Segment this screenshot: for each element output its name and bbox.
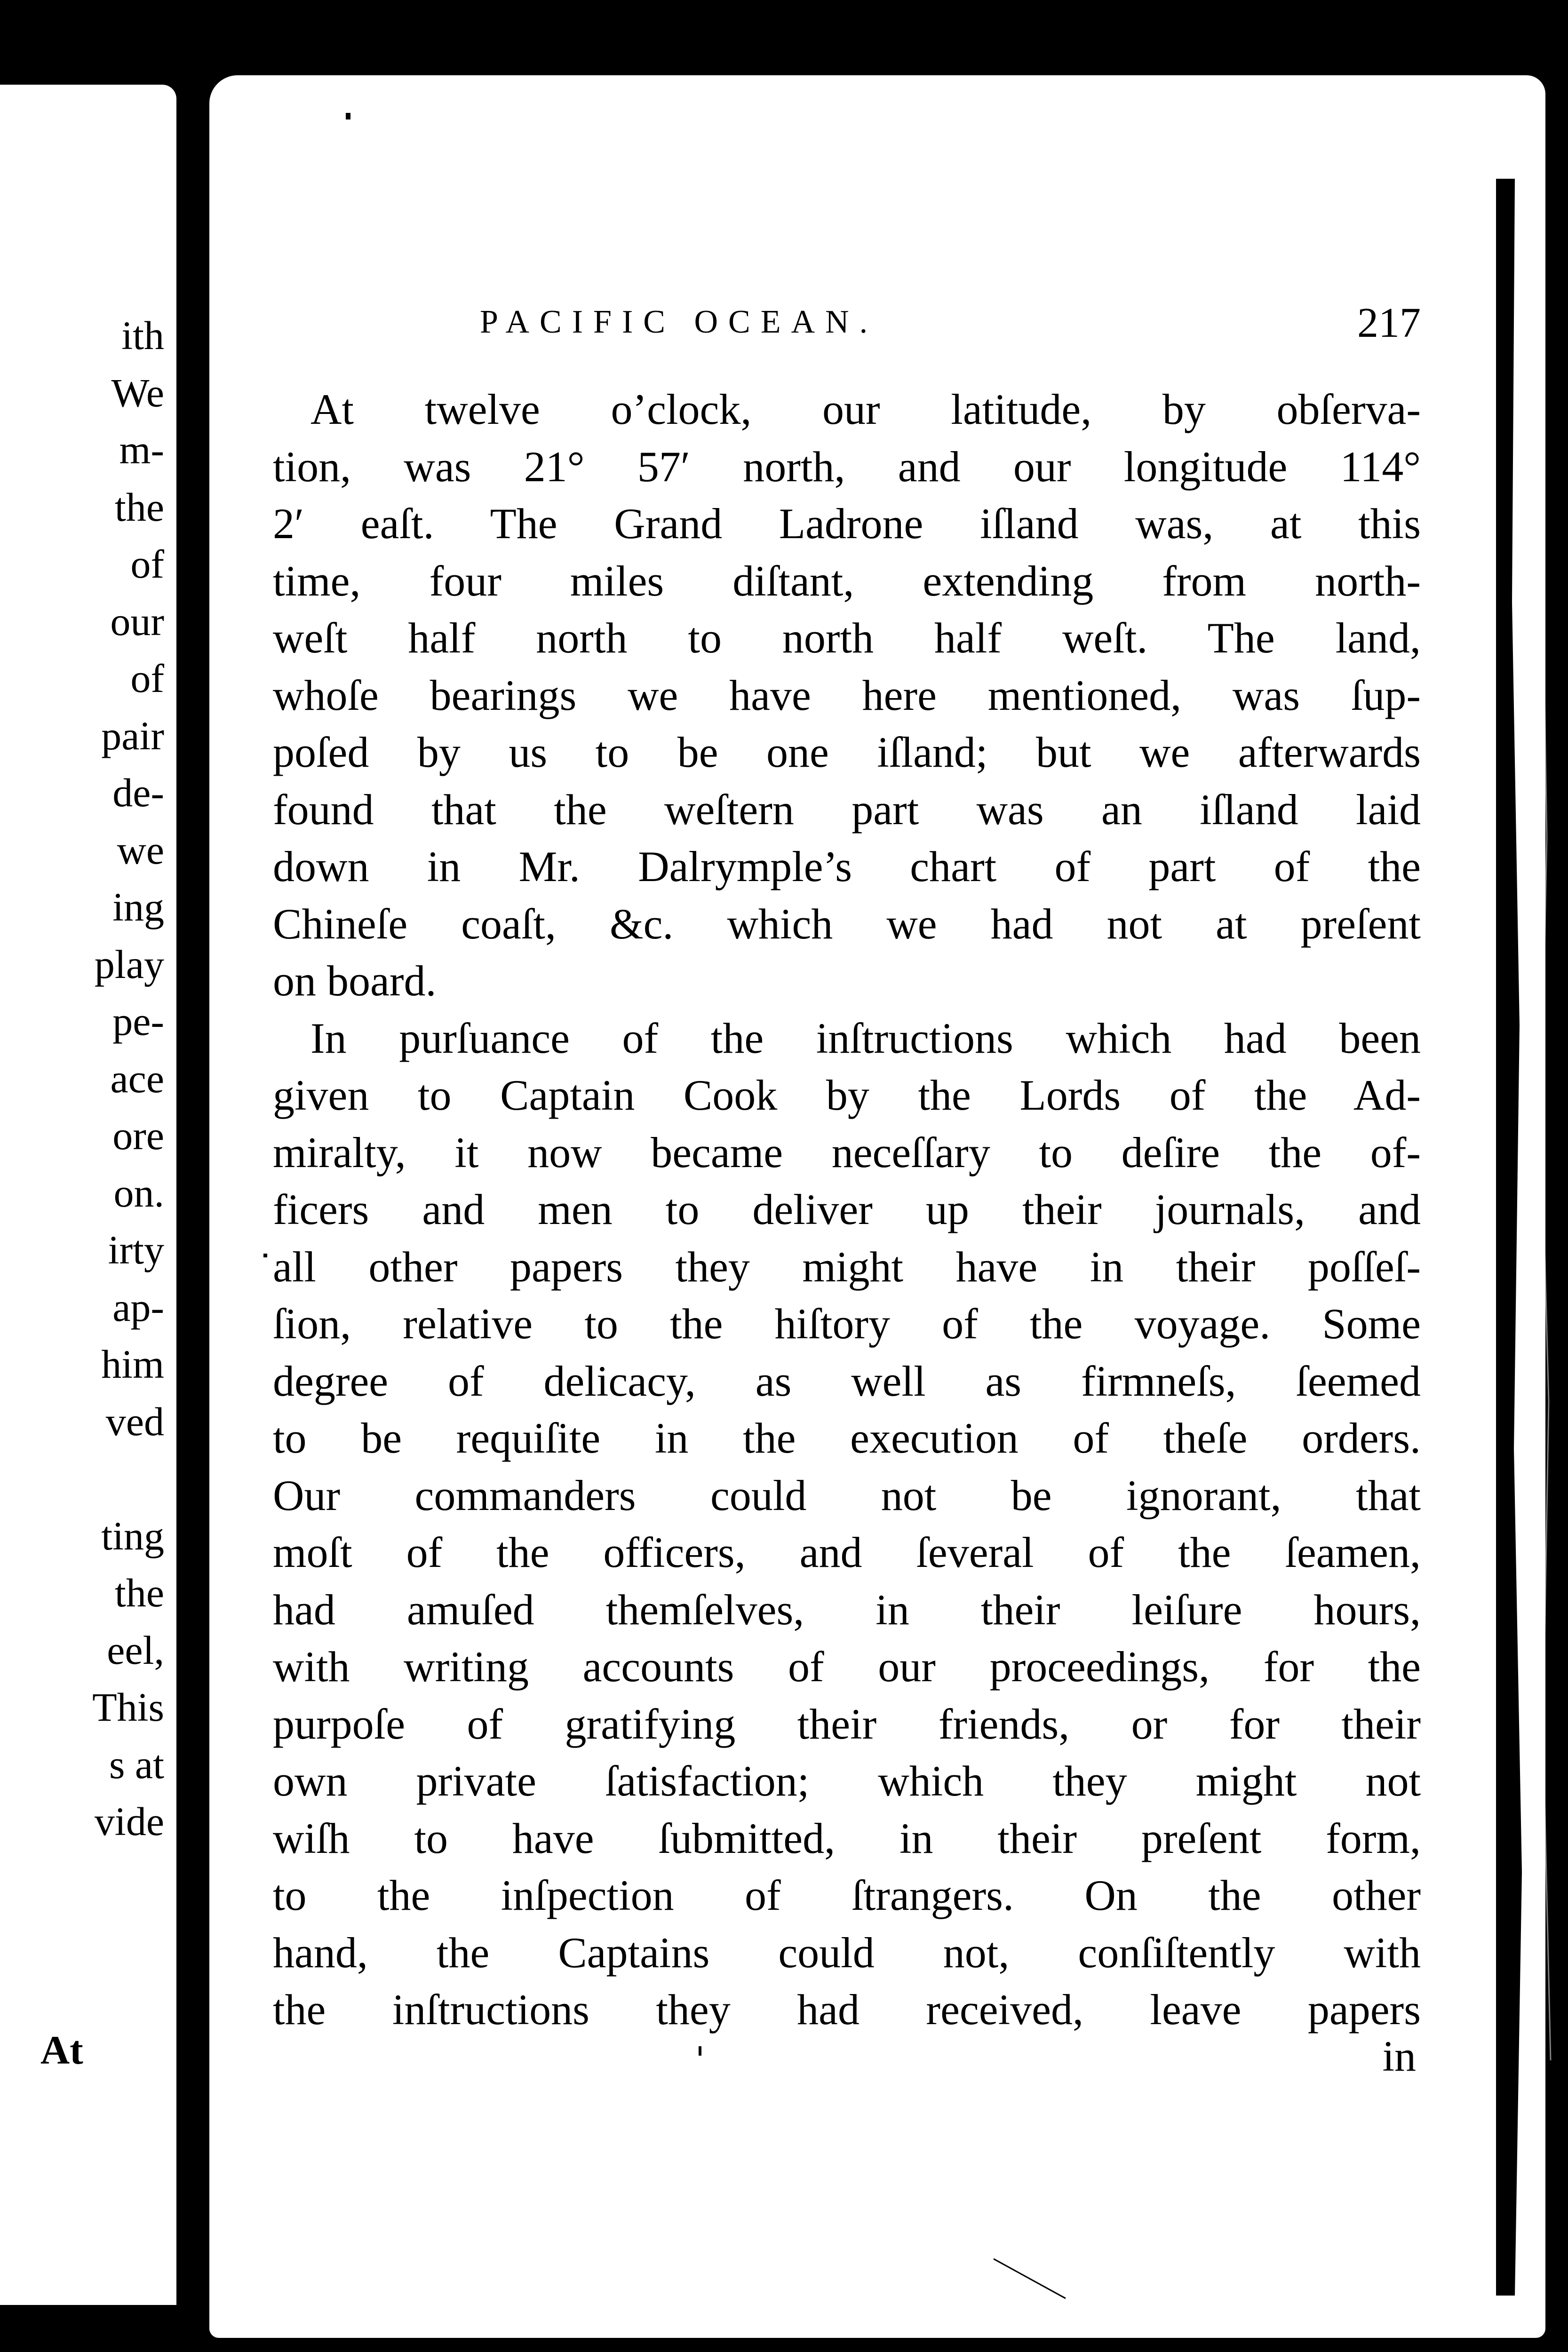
left-page-fragment: eel, <box>107 1627 164 1673</box>
ink-speck <box>346 113 350 119</box>
text-line: At twelve o’clock, our latitude, by obſerva- <box>310 385 1421 433</box>
left-page-fragment: pe- <box>112 999 164 1044</box>
text-line: all other papers they might have in their poſſeſ- <box>273 1242 1421 1291</box>
left-page-fragment: our <box>110 598 164 644</box>
left-page-fragment: ved <box>105 1398 164 1444</box>
text-line: on board. <box>273 957 437 1005</box>
text-line: miralty, it now became neceſſary to deſire the of- <box>273 1128 1421 1176</box>
left-page-catchword: At <box>40 2027 83 2073</box>
left-page-fragment: on. <box>113 1170 164 1216</box>
left-page-fragment: ap- <box>112 1284 164 1330</box>
text-line: purpoſe of gratifying their friends, or for their <box>273 1700 1421 1748</box>
page-edge-shadow <box>1496 179 1567 2296</box>
text-line: moſt of the officers, and ſeveral of the ſeamen, <box>273 1528 1421 1576</box>
left-page-fragment: irty <box>108 1227 164 1272</box>
text-line: given to Captain Cook by the Lords of the Ad- <box>273 1071 1421 1119</box>
left-page-fragment: we <box>117 827 164 873</box>
left-page-fragment: This <box>92 1685 164 1730</box>
left-page-fragment: ith <box>121 313 164 358</box>
left-page-fragment: ace <box>110 1056 164 1101</box>
running-head <box>480 300 1421 353</box>
left-page-fragment: the <box>114 484 164 530</box>
left-page-fragment: m- <box>119 427 164 472</box>
left-page-fragment: s at <box>109 1741 164 1787</box>
text-line: with writing accounts of our proceedings, for the <box>273 1643 1421 1691</box>
text-line: weſt half north to north half weſt. The land, <box>273 614 1421 662</box>
left-page-fragment: We <box>111 370 164 415</box>
text-line: ſion, relative to the hiſtory of the voyage. Some <box>273 1300 1421 1348</box>
text-line: to the inſpection of ſtrangers. On the other <box>273 1871 1421 1919</box>
left-page-fragment: of <box>130 656 164 701</box>
body-text <box>273 381 1421 2039</box>
text-line: to be requiſite in the execution of theſe orders. <box>273 1414 1421 1462</box>
running-head-title: PACIFIC OCEAN. <box>480 304 878 340</box>
text-line: time, four miles diſtant, extending from north- <box>273 556 1421 605</box>
left-page-fragment: de- <box>112 770 164 815</box>
pencil-stroke <box>993 2258 1068 2300</box>
text-line: down in Mr. Dalrymple’s chart of part of the <box>273 842 1421 890</box>
text-line: wiſh to have ſubmitted, in their preſent form, <box>273 1814 1421 1862</box>
text-line: found that the weſtern part was an iſland laid <box>273 785 1421 834</box>
left-page-fragment: the <box>114 1570 164 1615</box>
left-page-fragment: vide <box>94 1799 164 1844</box>
text-line: hand, the Captains could not, conſiſtently with <box>273 1928 1421 1977</box>
text-line: the inſtructions they had received, leave papers <box>273 1986 1421 2034</box>
text-line: In purſuance of the inſtructions which had been <box>310 1014 1421 1062</box>
ink-speck <box>263 1254 267 1257</box>
ink-speck <box>699 2046 701 2056</box>
text-line: 2′ eaſt. The Grand Ladrone iſland was, at this <box>273 500 1421 548</box>
text-line: own private ſatisfaction; which they might not <box>273 1757 1421 1805</box>
left-page-fragment: pair <box>101 713 164 758</box>
text-line: Our commanders could not be ignorant, that <box>273 1471 1421 1519</box>
text-line: tion, was 21° 57′ north, and our longitude 114° <box>273 442 1421 491</box>
text-line: had amuſed themſelves, in their leiſure hours, <box>273 1585 1421 1634</box>
left-page-fragment: him <box>101 1342 164 1387</box>
previous-page-edge <box>0 85 176 2305</box>
text-line: poſed by us to be one iſland; but we afterwards <box>273 728 1421 776</box>
left-page-fragment: of <box>130 541 164 587</box>
page-number: 217 <box>1357 300 1421 346</box>
left-page-fragment: ing <box>112 884 164 930</box>
text-line: ficers and men to deliver up their journals, and <box>273 1185 1421 1233</box>
left-page-fragment: ore <box>112 1113 164 1158</box>
text-line: whoſe bearings we have here mentioned, was ſup- <box>273 671 1421 719</box>
catchword: in <box>1382 2032 1416 2080</box>
left-page-fragment: play <box>94 941 164 987</box>
text-line: degree of delicacy, as well as firmneſs, ſeemed <box>273 1357 1421 1405</box>
left-page-fragment: ting <box>101 1513 164 1558</box>
book-page <box>209 75 1545 2338</box>
text-line: Chineſe coaſt, &c. which we had not at preſent <box>273 899 1421 948</box>
